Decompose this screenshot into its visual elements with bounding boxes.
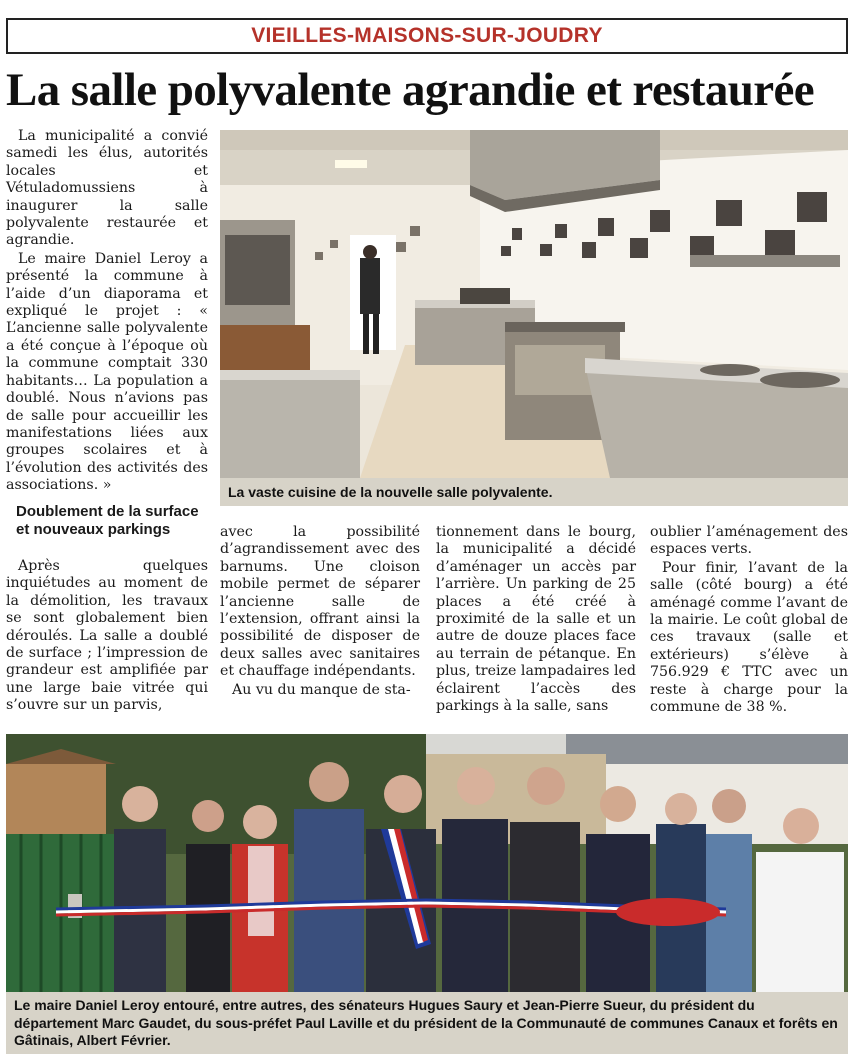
kitchen-photo bbox=[220, 130, 848, 478]
ceremony-illustration bbox=[6, 734, 848, 992]
col3-paragraph: tionnement dans le bourg, la municipalité a décidé d’aménager un accès par l’arrière. Un parking de 25 places a été créé à proximité de la salle et un autre de douze places face au terrain de pétanque. En plus, treize lampadaires led éclairent l’accès des parkings à la salle, sans bbox=[436, 524, 636, 715]
col4-paragraph-1: oublier l’aménagement des espaces verts. bbox=[650, 524, 848, 558]
intro-paragraph-1: La municipalité a convié samedi les élus, autorités locales et Vétuladomussiens à inaugurer la salle polyvalente restaurée et agrandie. bbox=[6, 128, 208, 249]
kicker-text: VIEILLES-MAISONS-SUR-JOUDRY bbox=[251, 24, 603, 47]
kitchen-illustration bbox=[220, 130, 848, 478]
ceremony-photo bbox=[6, 734, 848, 992]
article-intro bbox=[6, 128, 208, 496]
section-kicker bbox=[6, 18, 848, 54]
column-2-text bbox=[220, 524, 420, 700]
col2-paragraph-2: Au vu du manque de sta- bbox=[232, 681, 411, 698]
article-subhead: Doublement de la surface et nouveaux parkings bbox=[16, 503, 199, 538]
column-1-text bbox=[6, 558, 208, 716]
col4-paragraph-2: Pour finir, l’avant de la salle (côté bourg) a été aménagé comme l’avant de la mairie. Le coût global de ces travaux (salle et extérieurs) s’élève à 756.929 € TTC avec un reste à charge pour la commune de 38 %. bbox=[650, 559, 848, 716]
col1-paragraph: Après quelques inquiétudes au moment de la démolition, les travaux se sont globalement bien déroulés. La salle a doublé de surface ; l’impression de grandeur est amplifiée par une large baie vitrée qui s’ouvre sur un parvis, bbox=[6, 558, 208, 714]
intro-paragraph-2: Le maire Daniel Leroy a présenté la commune à l’aide d’un diaporama et expliqué le projet : « L’ancienne salle polyvalente a été conçue à l’époque où la commune comptait 330 habitants… La population a doublé. Nous n’avions pas de salle pour accueillir les manifestations liées aux groupes scolaires et à l’évolution des activités des associations. » bbox=[6, 250, 208, 494]
article-headline: La salle polyvalente agrandie et restaurée bbox=[6, 64, 815, 116]
column-3-text bbox=[436, 524, 636, 716]
col2-paragraph-1: avec la possibilité d’agrandissement avec des barnums. Une cloison mobile permet de séparer l’ancienne salle de l’extension, offrant ainsi la possibilité de disposer de deux salles avec sanitaires et chauffage indépendants. bbox=[220, 524, 420, 680]
ceremony-photo-caption: Le maire Daniel Leroy entouré, entre autres, des sénateurs Hugues Saury et Jean-Pierre Sueur, du président du département Marc Gaudet, du sous-préfet Paul Laville et du président de la Communauté de communes Canaux et forêts en Gâtinais, Albert Février. bbox=[6, 992, 848, 1054]
column-4-text bbox=[650, 524, 848, 717]
kitchen-photo-caption: La vaste cuisine de la nouvelle salle polyvalente. bbox=[220, 478, 848, 506]
